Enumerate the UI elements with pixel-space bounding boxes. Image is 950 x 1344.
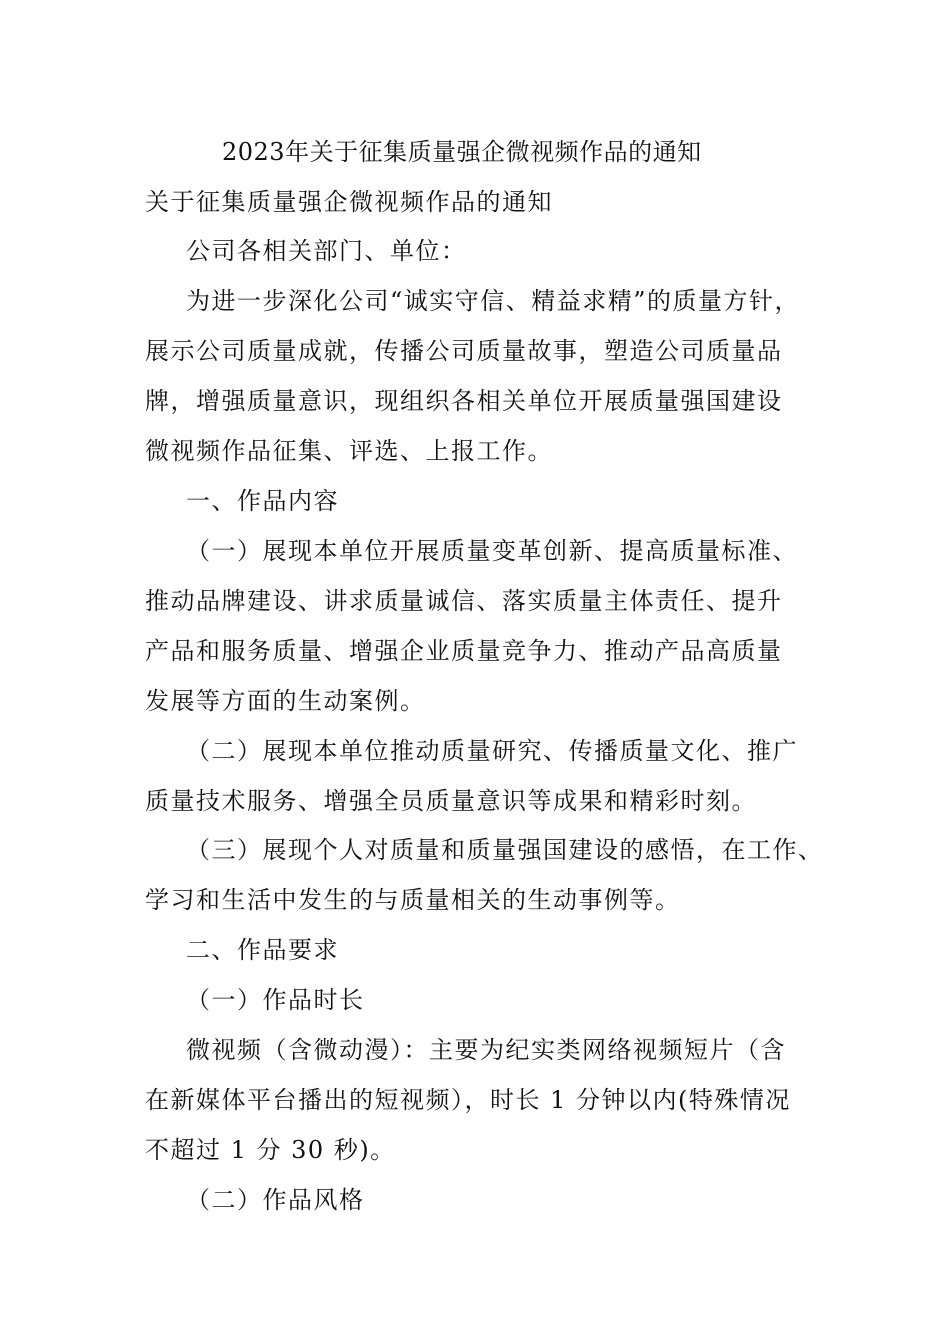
salutation: 公司各相关部门、单位： xyxy=(186,237,467,265)
intro-line: 牌，增强质量意识，现组织各相关单位开展质量强国建设 xyxy=(145,387,783,415)
section1-heading: 一、作品内容 xyxy=(186,487,339,515)
section2-heading: 二、作品要求 xyxy=(186,936,339,964)
section2-sub2-heading: （二）作品风格 xyxy=(186,1186,365,1214)
section1-item1-line: 产品和服务质量、增强企业质量竞争力、推动产品高质量 xyxy=(145,637,783,665)
document-subtitle: 关于征集质量强企微视频作品的通知 xyxy=(145,188,553,216)
section1-item1-line: 发展等方面的生动案例。 xyxy=(145,687,426,715)
section1-item1-line: （一）展现本单位开展质量变革创新、提高质量标准、 xyxy=(186,537,798,565)
section2-sub1-line: 在新媒体平台播出的短视频），时长 1 分钟以内(特殊情况 xyxy=(145,1086,791,1114)
section2-sub1-heading: （一）作品时长 xyxy=(186,986,365,1014)
document-title: 2023年关于征集质量强企微视频作品的通知 xyxy=(222,138,702,166)
section1-item2-line: （二）展现本单位推动质量研究、传播质量文化、推广 xyxy=(186,737,798,765)
intro-line: 为进一步深化公司“诚实守信、精益求精”的质量方针， xyxy=(186,287,801,315)
section2-sub1-line: 不超过 1 分 30 秒)。 xyxy=(145,1136,396,1164)
intro-line: 展示公司质量成就，传播公司质量故事，塑造公司质量品 xyxy=(145,337,783,365)
section1-item3-line: （三）展现个人对质量和质量强国建设的感悟，在工作、 xyxy=(186,836,824,864)
section2-sub1-line: 微视频（含微动漫）：主要为纪实类网络视频短片（含 xyxy=(186,1036,786,1064)
section1-item3-line: 学习和生活中发生的与质量相关的生动事例等。 xyxy=(145,886,681,914)
intro-line: 微视频作品征集、评选、上报工作。 xyxy=(145,437,553,465)
section1-item2-line: 质量技术服务、增强全员质量意识等成果和精彩时刻。 xyxy=(145,787,757,815)
section1-item1-line: 推动品牌建设、讲求质量诚信、落实质量主体责任、提升 xyxy=(145,587,783,615)
